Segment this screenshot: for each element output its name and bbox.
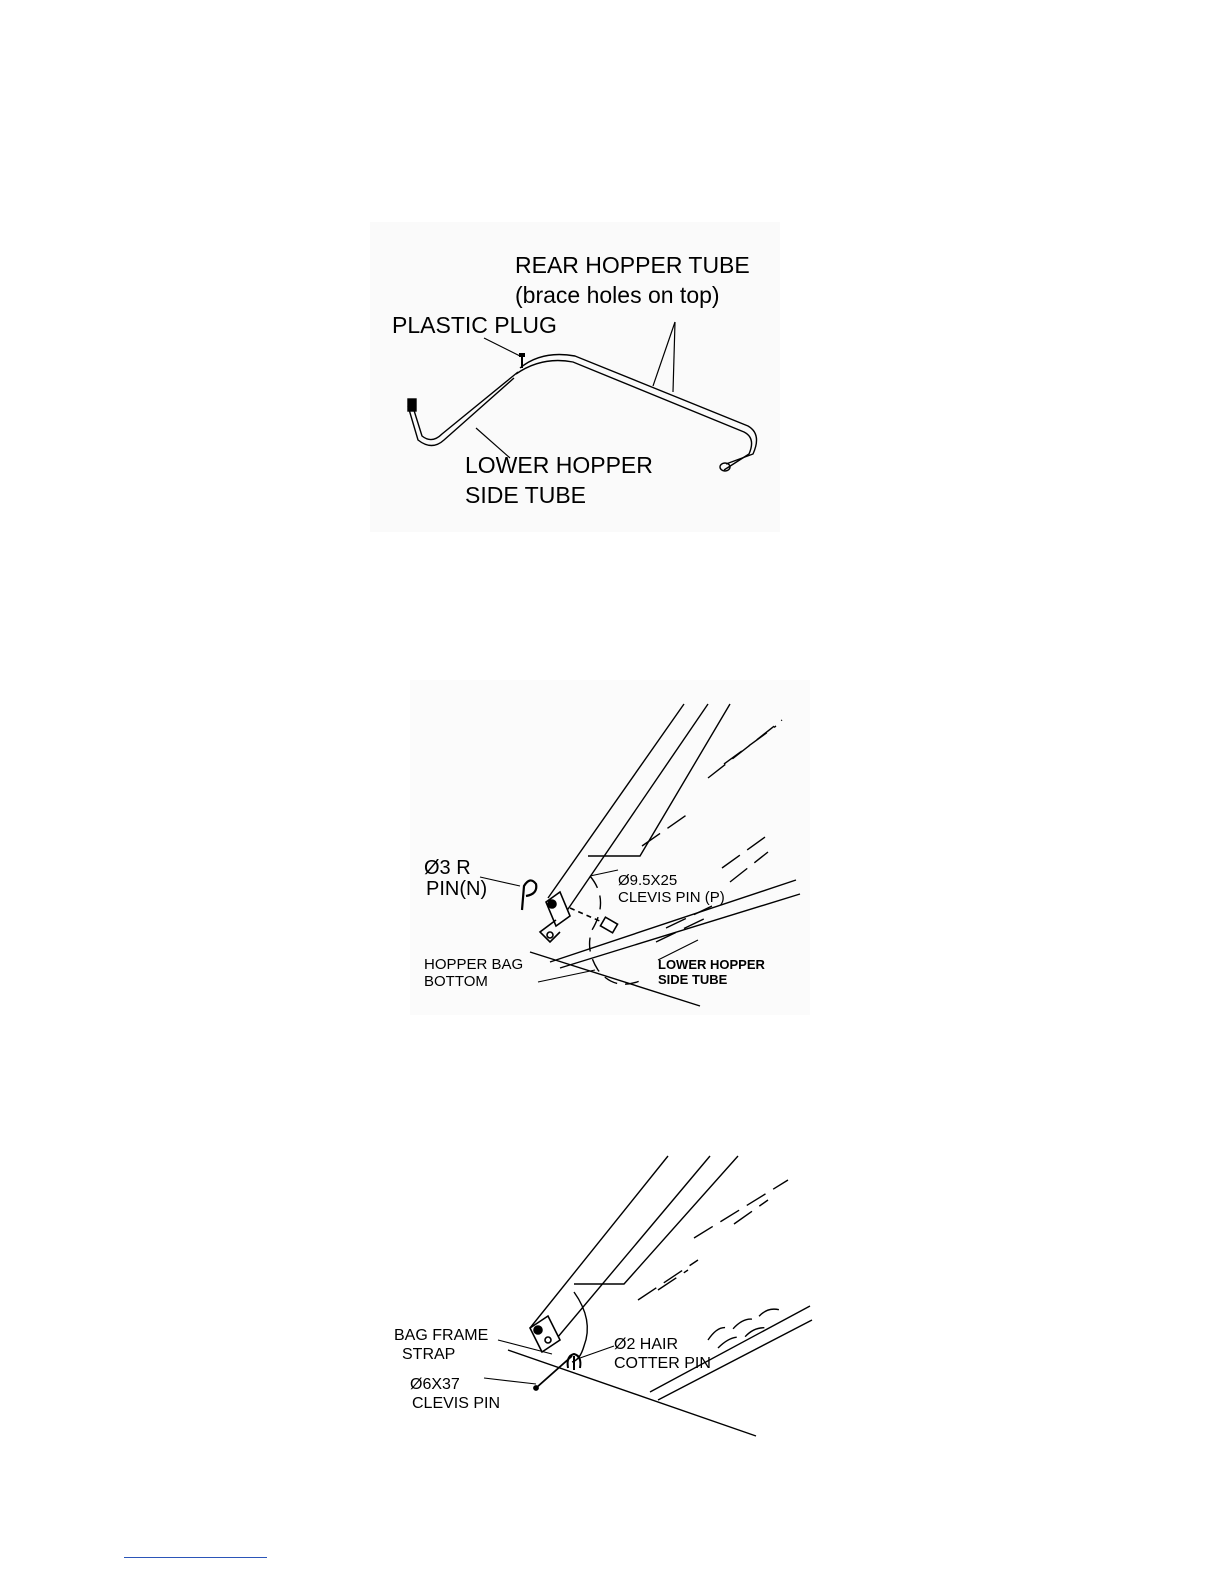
lower-hopper-side-tube-label-1: LOWER HOPPER	[465, 452, 653, 478]
lower-hopper-side-tube-label-2: SIDE TUBE	[465, 482, 586, 508]
bag-frame-strap-drawing	[388, 1150, 818, 1445]
r-pin-label-1: Ø3 R	[424, 857, 471, 879]
clevis-pin-label-1: Ø9.5X25	[618, 872, 678, 889]
r-pin-label-2: PIN(N)	[426, 878, 488, 900]
lower-hopper-side-tube-label-2: SIDE TUBE	[658, 972, 728, 987]
bag-frame-strap-label-1: BAG FRAME	[394, 1327, 489, 1344]
plastic-plug-label: PLASTIC PLUG	[392, 312, 557, 338]
bag-frame-strap-label-2: STRAP	[402, 1346, 456, 1363]
figure-bag-frame-strap-detail	[388, 1150, 818, 1445]
clevis-pin-label-2: CLEVIS PIN	[412, 1395, 501, 1412]
figure-hopper-tubes	[370, 222, 780, 532]
clevis-pin-label-1: Ø6X37	[410, 1376, 460, 1393]
footnote-separator	[124, 1557, 267, 1558]
hair-cotter-pin-label-1: Ø2 HAIR	[614, 1336, 679, 1353]
hopper-bag-bottom-label-2: BOTTOM	[424, 973, 488, 990]
figure-clevis-pin-detail	[410, 680, 810, 1015]
clevis-pin-label-2: CLEVIS PIN (P)	[618, 889, 725, 906]
rear-hopper-tube-label: REAR HOPPER TUBE	[515, 252, 750, 278]
lower-hopper-side-tube-label-1: LOWER HOPPER	[658, 957, 765, 972]
hair-cotter-pin-label-2: COTTER PIN	[614, 1355, 711, 1372]
clevis-pin-drawing	[410, 680, 810, 1015]
rear-hopper-tube-note: (brace holes on top)	[515, 282, 720, 308]
hopper-tubes-drawing	[370, 222, 780, 532]
hopper-bag-bottom-label-1: HOPPER BAG	[424, 956, 524, 973]
